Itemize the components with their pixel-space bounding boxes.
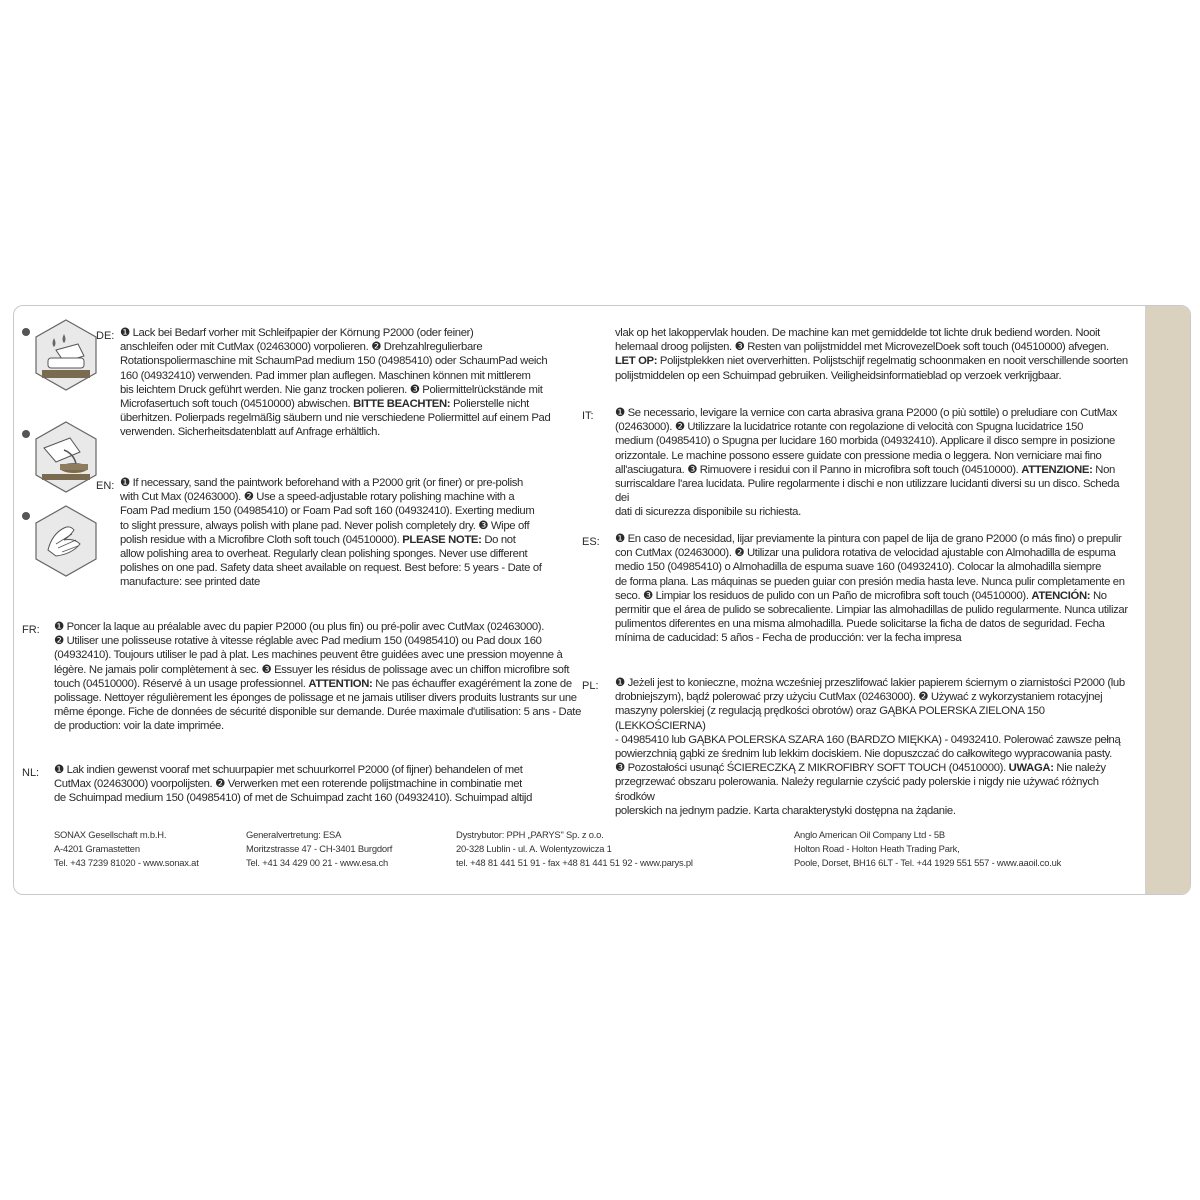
section-es: ❶ En caso de necesidad, lijar previamente la pintura con papel de lija de grano P2000 (o más fino) o prepulir con CutMax (02463000). ❷ Utilizar una pulidora rotativa de velocidad ajustable con Almohadilla de espuma medio 150 (04985410) o Almohadilla de espuma suave 160 (04932410). Colocar la almohadilla siempre de forma plana. Las máquinas se pueden guiar con presión media hasta leve. Nunca pulir completamente en seco. ❸ Limpiar los residuos de pulido con un Paño de microfibra soft touch (04510000). ATENCIÓN: No permitir que el área de pulido se sobrecaliente. Limpiar las almohadillas de pulido regularmente. Nunca utilizar pulimentos diferentes en una misma almohadilla. Puede solicitarse la ficha de datos de seguridad. Fecha mínima de caducidad: 5 años - Fecha de producción: ver la fecha impresa [615,533,1128,645]
lang-code-es: ES: [582,536,600,548]
step-1-marker [22,328,30,336]
lang-code-fr: FR: [22,624,40,636]
footer-address-ch: Generalvertretung: ESA Moritzstrasse 47 - CH-3401 Burgdorf Tel. +41 34 429 00 21 - www.esa.ch [246,829,393,869]
footer-address-uk: Anglo American Oil Company Ltd - 5B Holton Road - Holton Heath Trading Park, Poole, Dorset, BH16 6LT - Tel. +44 1929 551 557 - www.aaoil.co.uk [794,829,1062,869]
section-pl: ❶ Jeżeli jest to konieczne, można wcześniej przeszlifować lakier papierem ściernym o ziarnistości P2000 (lub drobniejszym), bądź polerować przy użyciu CutMax (02463000). ❷ Używać z wykorzystaniem rotacyjnej maszyny polerskiej (z regulacją prędkości obrotów) oraz GĄBKA POLERSKA ZIELONA 150 (LEKKOŚCIERNA) - 04985410 lub GĄBKA POLERSKA SZARA 160 (BARDZO MIĘKKA) - 04932410. Polerować zawsze pełną powierzchnią gąbki ze średnim lub lekkim dociskiem. Nie dopuszczać do całkowitego wypracowania pasty. ❸ Pozostałości usunąć ŚCIERECZKĄ Z MIKROFIBRY SOFT TOUCH (04510000). UWAGA: Nie należy przegrzewać obszaru polerowania. Należy regularnie czyścić pady polerskie i nigdy nie używać różnych środków polerskich na jednym padzie. Karta charakterystyki dostępna na żądanie. [615,677,1125,817]
section-fr: ❶ Poncer la laque au préalable avec du papier P2000 (ou plus fin) ou pré-polir avec CutMax (02463000). ❷ Utiliser une polisseuse rotative à vitesse réglable avec Pad medium 150 (04985410) ou Pad doux 160 (04932410). Toujours utiliser le pad à plat. Les machines peuvent être guidées avec une pression moyenne à légère. Ne jamais polir complètement à sec. ❸ Essuyer les résidus de polissage avec un chiffon microfibre soft touch (04510000). Réservé à un usage professionnel. ATTENTION: Ne pas échauffer exagérément la zone de polissage. Nettoyer régulièrement les éponges de polissage et ne jamais utiliser divers produits lustrants sur une même éponge. Fiche de données de sécurité disponible sur demande. Durée maximale d'utilisation: 5 ans - Date de production: voir la date imprimée. [54,621,582,733]
footer-address-pl: Dystrybutor: PPH „PARYS" Sp. z o.o. 20-328 Lublin - ul. A. Wolentyzowicza 1 tel. +48 81 441 51 91 - fax +48 81 441 51 92 - www.parys.pl [456,829,693,869]
product-label [13,305,1191,895]
step-2-marker [22,430,30,438]
lang-code-de: DE: [96,330,115,342]
lang-code-en: EN: [96,480,115,492]
lang-code-pl: PL: [582,680,599,692]
section-nl: ❶ Lak indien gewenst vooraf met schuurpapier met schuurkorrel P2000 (of fijner) behandelen of met CutMax (02463000) voorpolijsten. ❷ Verwerken met een roterende polijstmachine in combinatie met de Schuimpad medium 150 (04985410) of met de Schuimpad zacht 160 (04932410). Schuimpad altijd [54,764,533,805]
section-it: ❶ Se necessario, levigare la vernice con carta abrasiva grana P2000 (o più sottile) o preludiare con CutMax (02463000). ❷ Utilizzare la lucidatrice rotante con regolazione di velocità con Spugna lucidatrice 150 medium (04985410) o Spugna per lucidare 160 morbida (04932410). Applicare il disco sempre in posizione orizzontale. Le machine possono essere guidate con pressione media o leggera. Non verniciare mai fino all'asciugatura. ❸ Rimuovere i residui con il Panno in microfibra soft touch (04510000). ATTENZIONE: Non surriscaldare l'area lucidata. Pulire regolarmente i dischi e non utilizzare lucidanti diversi su un disco. Scheda dei dati di sicurezza disponibile su richiesta. [615,407,1120,519]
color-strip [1145,306,1190,894]
section-de: ❶ Lack bei Bedarf vorher mit Schleifpapier der Körnung P2000 (oder feiner) anschleifen oder mit CutMax (02463000) vorpolieren. ❷ Drehzahlregulierbare Rotationspoliermaschine mit SchaumPad medium 150 (04985410) oder SchaumPad weich 160 (04932410) verwenden. Pad immer plan auflegen. Maschinen können mit mittlerem bis leichtem Druck geführt werden. Nie ganz trocken polieren. ❸ Poliermittelrückstände mit Microfasertuch soft touch (04510000) abwischen. BITTE BEACHTEN: Polierstelle nicht überhitzen. Polierpads regelmäßig säubern und nie verschiedene Poliermittel auf einem Pad verwenden. Sicherheitsdatenblatt auf Anfrage erhältlich. [120,327,551,439]
section-en: ❶ If necessary, sand the paintwork beforehand with a P2000 grit (or finer) or pre-polish with Cut Max (02463000). ❷ Use a speed-adjustable rotary polishing machine with a Foam Pad medium 150 (04985410) or Foam Pad soft 160 (04932410). Exerting medium to slight pressure, always polish with plane pad. Never polish completely dry. ❸ Wipe off polish residue with a Microfibre Cloth soft touch (04510000). PLEASE NOTE: Do not allow polishing area to overheat. Regularly clean polishing sponges. Never use different polishes on one pad. Safety data sheet available on request. Best before: 5 years - Date of manufacture: see printed date [120,477,542,589]
lang-code-it: IT: [582,410,594,422]
polishing-machine-icon [34,420,98,494]
footer-address-at: SONAX Gesellschaft m.b.H. A-4201 Gramastetten Tel. +43 7239 81020 - www.sonax.at [54,829,199,869]
sanding-drops-icon [34,318,98,392]
step-3-marker [22,512,30,520]
wipe-cloth-hand-icon [34,504,98,578]
section-nl-continued: vlak op het lakoppervlak houden. De machine kan met gemiddelde tot lichte druk bediend worden. Nooit helemaal droog polijsten. ❸ Resten van polijstmiddel met MicrovezelDoek soft touch (04510000) afvegen. LET OP: Polijstplekken niet oververhitten. Polijstschijf regelmatig schoonmaken en nooit verschillende soorten polijstmiddelen op een Schuimpad gebruiken. Veiligheidsinformatieblad op verzoek verkrijgbaar. [615,327,1128,382]
lang-code-nl: NL: [22,767,40,779]
